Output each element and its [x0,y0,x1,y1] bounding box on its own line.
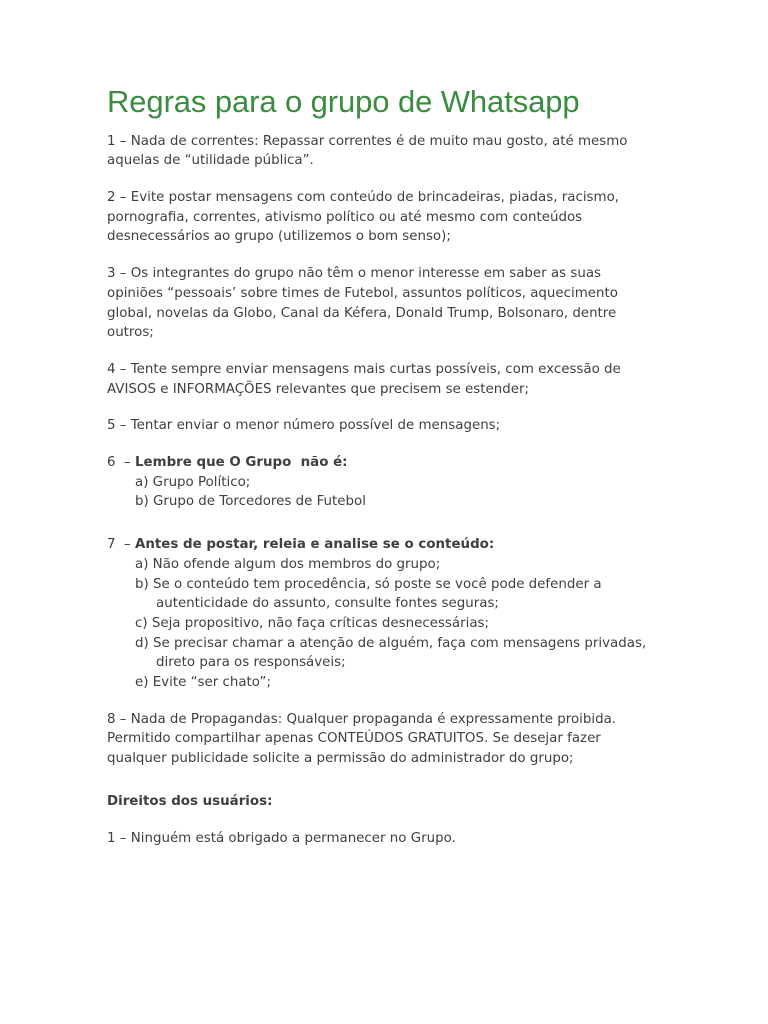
rule-1: 1 – Nada de correntes: Repassar correntes é de muito mau gosto, até mesmo aquelas de “utilidade pública”. [107,133,628,169]
rule-7-number: 7 [107,537,125,553]
rule-7-heading [107,535,661,555]
rule-7-dash: – [124,537,135,553]
list-item: d) Se precisar chamar a atenção de alguém, faça com mensagens privadas, direto para os responsáveis; [135,635,647,671]
rule-6-sublist [107,473,661,512]
rule-8: 8 – Nada de Propagandas: Qualquer propaganda é expressamente proibida. Permitido compartilhar apenas CONTEÚDOS GRATUITOS. Se desejar fazer qualquer publicidade solicite a permissão do administrador do grupo; [107,711,617,767]
list-item: a) Grupo Político; [135,474,251,490]
list-item: c) Seja propositivo, não faça críticas desnecessárias; [135,615,490,631]
list-item: b) Se o conteúdo tem procedência, só poste se você pode defender a autenticidade do assunto, consulte fontes seguras; [135,576,602,612]
rule-4: 4 – Tente sempre enviar mensagens mais curtas possíveis, com excessão de AVISOS e INFORMAÇÕES relevantes que precisem se estender; [107,361,621,397]
rule-6-heading [107,453,661,473]
rule-3: 3 – Os integrantes do grupo não têm o menor interesse em saber as suas opiniões “pessoais’ sobre times de Futebol, assuntos políticos, aquecimento global, novelas da Globo, Canal da Kéfera, Donald Trump, Bolsonaro, dentre outros; [107,266,618,341]
rule-6-number: 6 [107,455,125,471]
rule-6-heading-text: Lembre que O Grupo não é: [135,455,348,471]
list-item: b) Grupo de Torcedores de Futebol [135,494,366,510]
rule-7-heading-text: Antes de postar, releia e analise se o conteúdo: [135,537,495,553]
document-content [107,84,661,865]
right-1: 1 – Ninguém está obrigado a permanecer no Grupo. [107,830,456,846]
list-item: e) Evite “ser chato”; [135,675,271,691]
rule-7-sublist [107,555,661,693]
rule-5: 5 – Tentar enviar o menor número possível de mensagens; [107,418,501,434]
rights-section-heading: Direitos dos usuários: [107,793,273,809]
rule-2: 2 – Evite postar mensagens com conteúdo de brincadeiras, piadas, racismo, pornografia, correntes, ativismo político ou até mesmo com conteúdos desnecessários ao grupo (utilizemos o bom senso); [107,189,620,245]
list-item: a) Não ofende algum dos membros do grupo; [135,556,441,572]
rule-6-dash: – [124,455,135,471]
page-title: Regras para o grupo de Whatsapp [107,84,580,119]
